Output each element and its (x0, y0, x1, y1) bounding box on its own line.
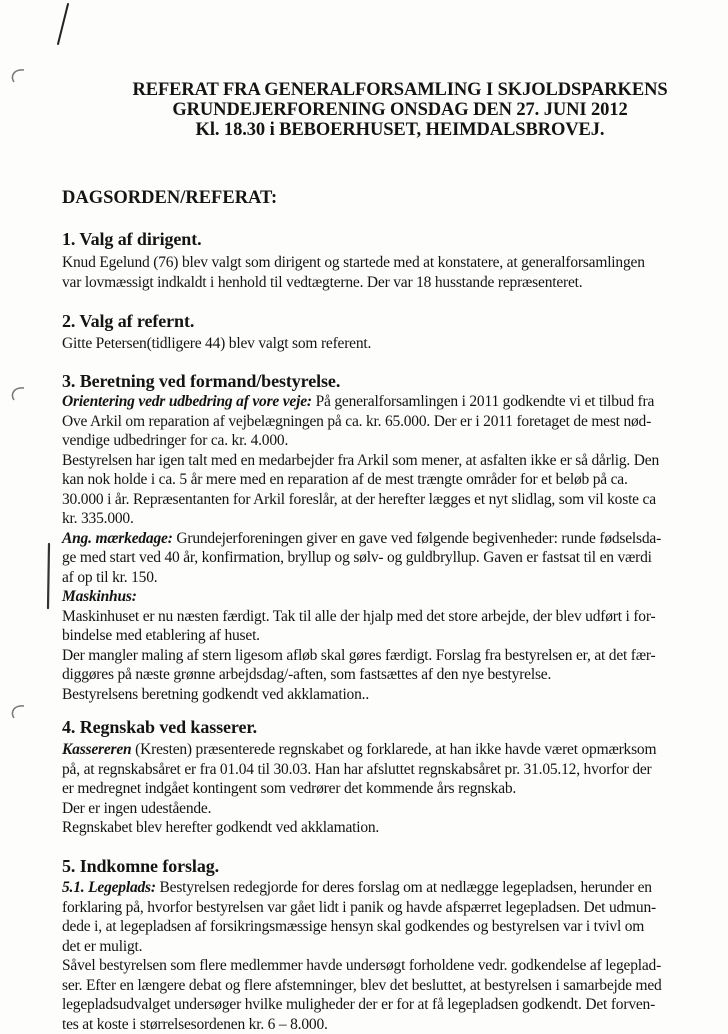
text-line: Gitte Petersen(tidligere 44) blev valgt som referent. (62, 334, 724, 354)
inline-text: Bestyrelsen redegjorde for deres forslag om at nedlægge legepladsen, herunder en (156, 879, 652, 896)
section-body (62, 740, 724, 838)
text-line: var lovmæssigt indkaldt i henhold til vedtægterne. Der var 18 husstande repræsenteret. (62, 273, 724, 293)
text-line (62, 740, 724, 760)
section-heading: 1. Valg af dirigent. (62, 229, 202, 250)
title-line: Kl. 18.30 i BEBOERHUSET, HEIMDALSBROVEJ. (100, 120, 700, 140)
text-line: diggøres på næste grønne arbejdsdag/-aften, som fastsættes af den nye bestyrelse. (62, 665, 724, 685)
title-line: GRUNDEJERFORENING ONSDAG DEN 27. JUNI 2012 (100, 100, 700, 120)
punch-hole-mark (6, 64, 30, 88)
text-line: kr. 335.000. (62, 509, 724, 529)
text-line: Regnskabet blev herefter godkendt ved akklamation. (62, 818, 724, 838)
text-line: bindelse med etablering af huset. (62, 626, 724, 646)
subsection-label: 5.1. Legeplads: (62, 879, 156, 896)
text-line: Ove Arkil om reparation af vejbelægningen på ca. kr. 65.000. Der er i 2011 foretaget de mest nød- (62, 412, 724, 432)
text-line: er medregnet indgået kontingent som vedrører det kommende års regnskab. (62, 779, 724, 799)
text-line: legepladsudvalget undersøger hvilke muligheder der er for at få legepladsen godkendt. Det forven- (62, 995, 724, 1015)
text-line: 30.000 i år. Repræsentanten for Arkil foreslår, at der herefter lægges et nyt slidlag, som vil koste ca (62, 490, 724, 510)
inline-text: På generalforsamlingen i 2011 godkendte vi et tilbud fra (316, 393, 655, 410)
text-line: Der mangler maling af stern ligesom afløb skal gøres færdigt. Forslag fra bestyrelsen er, at det fær- (62, 646, 724, 666)
section-body (62, 392, 724, 704)
text-line (62, 392, 724, 412)
text-line (62, 529, 724, 549)
margin-pen-mark (42, 542, 56, 612)
text-line: Maskinhuset er nu næsten færdigt. Tak til alle der hjalp med det store arbejde, der blev udført i for- (62, 607, 724, 627)
text-line (62, 878, 724, 898)
text-line: Knud Egelund (76) blev valgt som dirigent og startede med at konstatere, at generalforsamlingen (62, 253, 724, 273)
section-body (62, 334, 724, 354)
text-line: dede i, at legepladsen af forsikringsmæssige hensyn skal godkendes og bestyrelsen var i tvivl om (62, 917, 724, 937)
subsection-label: Orientering vedr udbedring af vore veje: (62, 393, 312, 410)
text-line: Bestyrelsens beretning godkendt ved akklamation.. (62, 685, 724, 705)
section-heading: 5. Indkomne forslag. (62, 856, 219, 877)
subsection-label: Ang. mærkedage: (62, 530, 173, 547)
text-line: forklaring på, hvorfor bestyrelsen var gået lidt i panik og havde afspærret legepladsen. Det udmun- (62, 898, 724, 918)
punch-hole-mark (6, 700, 30, 724)
punch-hole-mark (6, 382, 30, 406)
inline-text: Grundejerforeningen giver en gave ved følgende begivenheder: runde fødselsda- (176, 530, 661, 547)
text-line: det er muligt. (62, 937, 724, 957)
section-body (62, 253, 724, 292)
text-line: på, at regnskabsåret er fra 01.04 til 30.03. Han har afsluttet regnskabsåret pr. 31.05.12, hvorfor der (62, 760, 724, 780)
title-line: REFERAT FRA GENERALFORSAMLING I SKJOLDSPARKENS (100, 80, 700, 100)
pen-stroke-mark (0, 0, 90, 60)
text-line: ser. Efter en længere debat og flere afstemninger, blev det besluttet, at bestyrelsen i samarbejde med (62, 976, 724, 996)
document-title (100, 80, 700, 140)
text-line: Der er ingen udestående. (62, 799, 724, 819)
section-heading: 2. Valg af refernt. (62, 311, 194, 332)
agenda-heading: DAGSORDEN/REFERAT: (62, 188, 277, 209)
section-heading: 3. Beretning ved formand/bestyrelse. (62, 371, 340, 392)
text-line: ge med start ved 40 år, konfirmation, bryllup og sølv- og guldbryllup. Gaven er fastsat til en værdi (62, 548, 724, 568)
text-line: Bestyrelsen har igen talt med en medarbejder fra Arkil som mener, at asfalten ikke er så dårlig. Den (62, 451, 724, 471)
text-line: Såvel bestyrelsen som flere medlemmer havde undersøgt forholdene vedr. godkendelse af legeplad- (62, 956, 724, 976)
inline-text: (Kresten) præsenterede regnskabet og forklarede, at han ikke havde været opmærksom (131, 741, 656, 758)
text-line: vendige udbedringer for ca. kr. 4.000. (62, 431, 724, 451)
section-heading: 4. Regnskab ved kasserer. (62, 717, 257, 738)
text-line: af op til kr. 150. (62, 568, 724, 588)
text-line: kan nok holde i ca. 5 år mere med en reparation af de mest trængte områder for et beløb på ca. (62, 470, 724, 490)
section-body (62, 878, 724, 1034)
subsection-label: Kassereren (62, 741, 131, 758)
text-line: tes at koste i størrelsesordenen kr. 6 – 8.000. (62, 1015, 724, 1034)
subsection-label: Maskinhus: (62, 587, 724, 607)
